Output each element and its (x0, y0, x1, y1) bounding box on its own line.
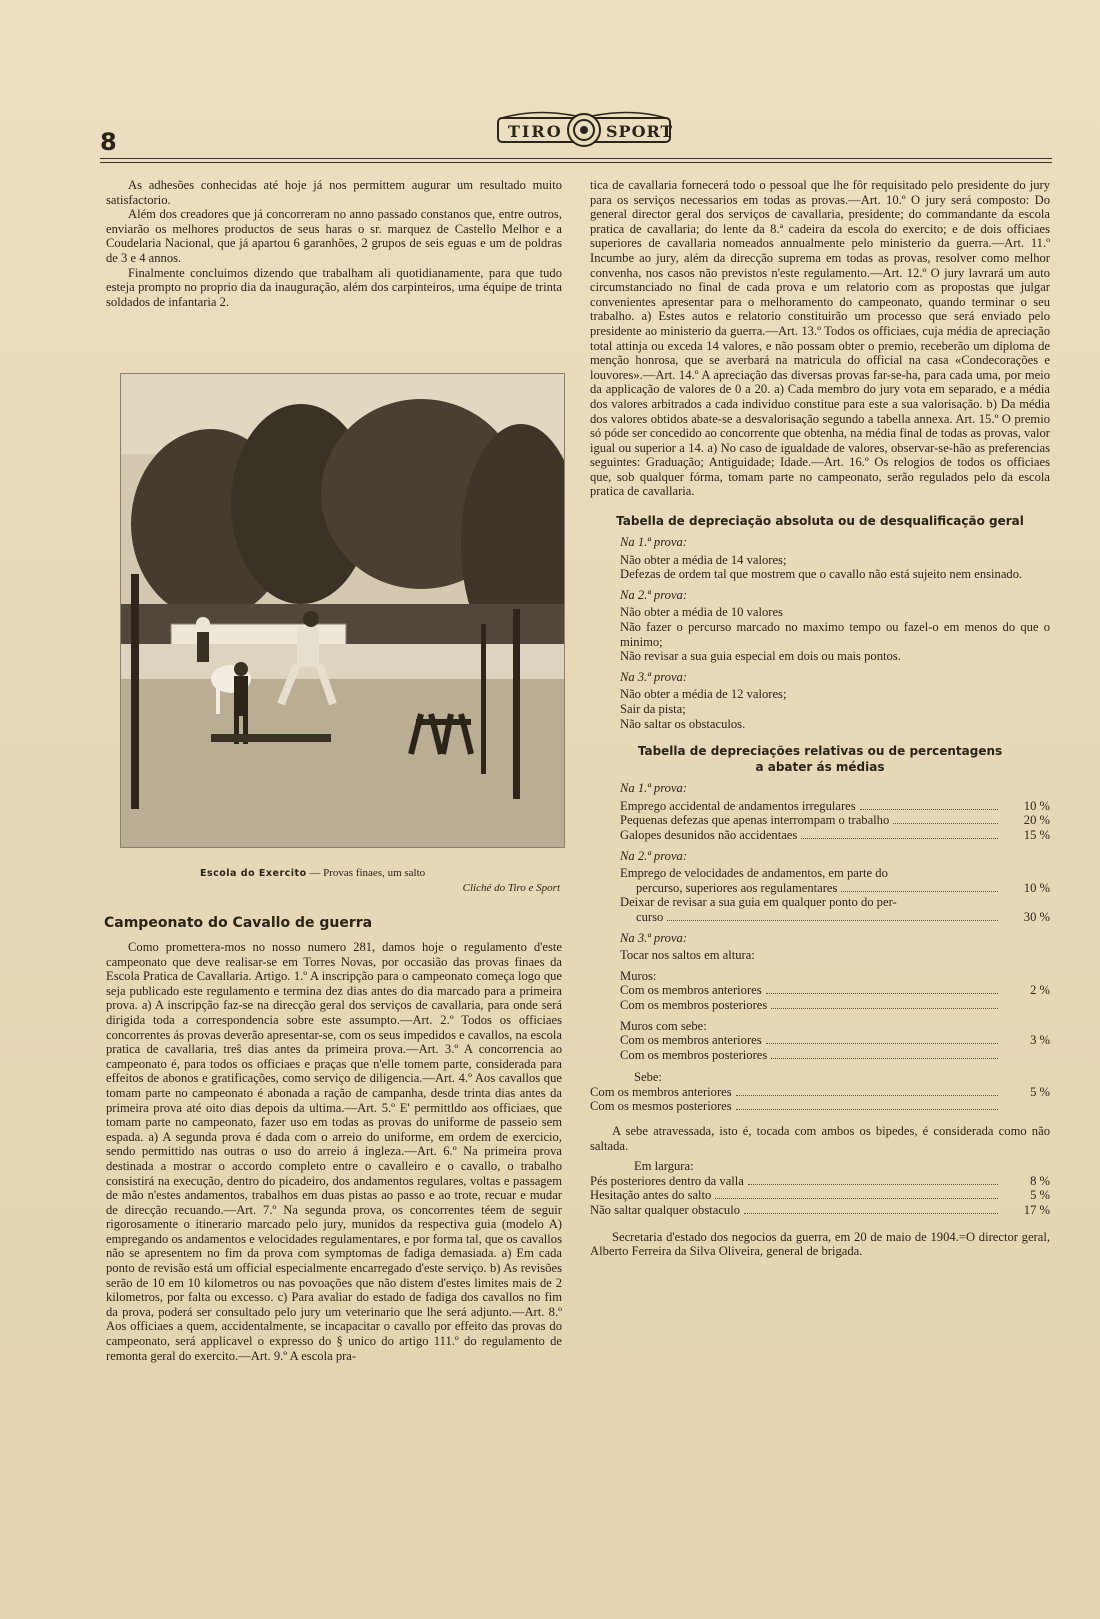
table2-prova1-label: Na 1.ª prova: (620, 781, 688, 796)
photo-caption (200, 866, 560, 896)
table1-prova3-label: Na 3.ª prova: (620, 669, 688, 684)
table2-row (590, 799, 1050, 814)
leader-dots (736, 1095, 998, 1096)
row-label: Com os membros posteriores (620, 997, 768, 1012)
table1-line: Não obter a média de 12 valores; (620, 687, 787, 702)
right-body (590, 178, 1050, 1259)
muros-label: Muros: (620, 968, 657, 983)
row-value: 10 % (1023, 880, 1050, 895)
sebe-note: A sebe atravessada, isto é, tocada com ambos os bipedes, é considerada como não saltada. (590, 1124, 1050, 1153)
table2-row (590, 1203, 1050, 1218)
leader-dots (771, 1058, 998, 1059)
row-label: Com os mesmos posteriores (590, 1099, 732, 1114)
photo-illustration (121, 374, 564, 847)
intro-paragraph: Além dos creadores que já concorreram no anno passado constanos que, entre outros, enviarão os melhores productos de seus haras o sr. marquez de Castello Melhor e a Coudelaria Nacional, que já apartou 6 garanhões, 2 grupos de seis eguas e um de poldras de 3 e 4 annos. (106, 207, 562, 265)
row-label: curso (636, 909, 664, 924)
table2-title-line2: a abater ás médias (755, 760, 885, 775)
largura-label: Em largura: (634, 1159, 694, 1174)
row-value: 8 % (1030, 1173, 1050, 1188)
row-label: Pequenas defezas que apenas interrompam o trabalho (620, 813, 890, 828)
svg-text:TIRO: TIRO (508, 122, 563, 141)
table1-line: Não saltar os obstaculos. (620, 716, 746, 731)
table2-row (590, 828, 1050, 843)
table1-prova2-label: Na 2.ª prova: (620, 587, 688, 602)
table2-row (590, 813, 1050, 828)
row-value: 5 % (1030, 1084, 1050, 1099)
closing-signature: Secretaria d'estado dos negocios da guerra, em 20 de maio de 1904.=O director geral, Alberto Ferreira da Silva Oliveira, general de brigada. (590, 1229, 1050, 1259)
masthead-logo (496, 104, 672, 148)
regulation-text-right: tica de cavallaria fornecerá todo o pessoal que lhe fôr requisitado pelo presidente do jury para os serviços necessarios em todas as provas.—Art. 10.º O jury será composto: Do general director geral dos serviços de cavallaria, presidente; do commandante da escola pratica de cavallaria; do lente da 8.ª cadeira da escola do exercito; e de dois officiaes superiores de cavallaria nomeados annualmente pelo ministerio da guerra.—Art. 11.º Incumbe ao jury, além da direcção suprema em todas as provas, resolver como melhor convenha, nos casos não previstos n'este regulamento.—Art. 12.º O jury lavrará um auto circumstanciado no final de cada prova e um relatorio com as propostas que julgar convenientes apresentar para o melhoramento do campeonato, quando terminar o seu trabalho. a) Estes autos e relatorio constituirão um processo que será enviado pelo presidente ao ministerio da guerra.—Art. 13.º Todos os officiaes, cuja média de apreciação total attinja ou exceda 14 valores, e não possam obter o premio, receberão um diploma de menção honrosa, que se averbará na matricula do official na casa «Condecorações e louvores».—Art. 14.º A apreciação das diversas provas far-se-ha, para cada uma, por meio da applicação de valores de 0 a 20. a) Cada membro do jury vota em separado, e a média dos valores arbitrados a cada individuo constitue para este a sua valorisação. b) Da média dos valores obtidos abate-se a desvalorisação segundo a tabella annexa. Art. 15.º O premio só póde ser concedido ao concorrente que obtenha, na média final de todas as provas, valor igual ou superior a 14. a) No caso de igualdade de valores, observar-se-hão as preferencias seguintes: Graduação; Antiguidade; Idade.—Art. 16.º Os relogios de todos os officiaes que, sob qualquer fórma, tomam parte no campeonato, serão regulados pelo da escola pratica de cavallaria. (590, 178, 1050, 499)
leader-dots (736, 1109, 998, 1110)
table2-row (590, 1188, 1050, 1203)
intro-paragraph: Finalmente concluimos dizendo que trabalham ali quotidianamente, para que tudo esteja prompto no proprio dia da inauguração, além dos carpinteiros, uma équipe de trinta soldados de infantaria 2. (106, 265, 562, 309)
row-label: Hesitação antes do salto (590, 1188, 712, 1203)
table2-prova2-label: Na 2.ª prova: (620, 848, 688, 863)
table2-row (590, 1099, 1050, 1114)
leader-dots (748, 1184, 998, 1185)
table1-title: Tabella de depreciação absoluta ou de desqualificação geral (616, 514, 1024, 529)
photo-escola-exercito (120, 373, 565, 848)
caption-text: — Provas finaes, um salto (309, 867, 426, 879)
leader-dots (801, 838, 998, 839)
table2-row (590, 910, 1050, 925)
intro-paragraph: As adhesões conhecidas até hoje já nos permittem augurar um resultado muito satisfactorio. (106, 178, 562, 207)
page-number: 8 (100, 128, 117, 156)
table2-row-text: Emprego de velocidades de andamentos, em parte do (620, 866, 888, 881)
table2-row-text: Deixar de revisar a sua guia em qualquer ponto do per- (620, 895, 897, 910)
table1-line: Não fazer o percurso marcado no maximo tempo ou fazel-o em menos do que o minimo; (620, 620, 1050, 649)
table2-row (590, 1048, 1050, 1063)
row-label: Com os membros anteriores (590, 1084, 732, 1099)
table1-line: Sair da pista; (620, 702, 686, 716)
table2-row (590, 1033, 1050, 1048)
row-value: 20 % (1023, 813, 1050, 828)
masthead-target-icon (496, 104, 672, 148)
leader-dots (715, 1198, 998, 1199)
table1-line: Não obter a média de 10 valores (620, 605, 783, 620)
table2-title-line1: Tabella de depreciações relativas ou de percentagens (637, 744, 1003, 759)
section-title: Campeonato do Cavallo de guerra (104, 915, 373, 931)
caption-title: Escola do Exercito (200, 868, 307, 879)
table2-row (590, 998, 1050, 1013)
leader-dots (766, 993, 998, 994)
leader-dots (860, 809, 998, 810)
header-rule-bottom (100, 162, 1052, 163)
saltos-label: Tocar nos saltos em altura: (620, 948, 755, 963)
row-label: percurso, superiores aos regulamentares (636, 880, 838, 895)
table1-line: Não revisar a sua guia especial em dois ou mais pontos. (620, 649, 901, 664)
table1-prova1-label: Na 1.ª prova: (620, 535, 688, 550)
leader-dots (841, 891, 998, 892)
row-value: 5 % (1030, 1188, 1050, 1203)
leader-dots (893, 823, 998, 824)
row-value: 2 % (1030, 983, 1050, 998)
table2-title (590, 743, 1050, 775)
table1-line: Não obter a média de 14 valores; (620, 552, 787, 567)
table1-line: Defezas de ordem tal que mostrem que o cavallo não está sujeito nem ensinado. (620, 567, 1023, 582)
leader-dots (771, 1008, 998, 1009)
row-value: 10 % (1023, 798, 1050, 813)
row-label: Com os membros anteriores (620, 983, 762, 998)
row-label: Com os membros posteriores (620, 1047, 768, 1062)
table2-prova3-label: Na 3.ª prova: (620, 930, 688, 945)
row-label: Com os membros anteriores (620, 1033, 762, 1048)
row-label: Não saltar qualquer obstaculo (590, 1203, 741, 1218)
leader-dots (667, 920, 998, 921)
row-value: 3 % (1030, 1033, 1050, 1048)
left-body (106, 940, 562, 1363)
leader-dots (766, 1043, 998, 1044)
header-rule-top (100, 158, 1052, 159)
row-value: 17 % (1023, 1203, 1050, 1218)
table2-row (590, 1174, 1050, 1189)
left-intro (106, 178, 562, 309)
row-value: 30 % (1023, 909, 1050, 924)
caption-credit: Cliché do Tiro e Sport (462, 882, 560, 894)
table2-row (590, 983, 1050, 998)
svg-text:SPORT: SPORT (606, 122, 672, 141)
table2-row (590, 1085, 1050, 1100)
row-label: Pés posteriores dentro da valla (590, 1173, 744, 1188)
row-label: Galopes desunidos não accidentaes (620, 827, 798, 842)
leader-dots (744, 1213, 998, 1214)
row-value: 15 % (1023, 827, 1050, 842)
muros-sebe-label: Muros com sebe: (620, 1018, 707, 1033)
table2-row (590, 881, 1050, 896)
sebe-label: Sebe: (634, 1070, 662, 1085)
row-label: Emprego accidental de andamentos irregulares (620, 798, 856, 813)
regulation-text-left: Como promettera-mos no nosso numero 281, damos hoje o regulamento d'este campeonato que deve realisar-se em Torres Novas, por occasião das provas finaes da Escola Pratica de Cavallaria. Artigo. 1.º A inscripção para o campeonato começa logo que seja publicado este regulamento e termina dez dias antes do dia marcado para a primeira prova. a) A inscripção faz-se na direcção geral dos serviços de cavallaria, para onde será dirigida toda a correspondencia sobre este assumpto.—Art. 2.º Todos os officiaes concorrentes ás provas deverão apresentar-se, com os seus impedidos e cavallos, na escola pratica de cavallaria, treŝ dias antes da primeira prova.—Art. 3.º A concorrencia ao campeonato é, para todos os officiaes e praças que n'elle tomem parte, considerada para effeitos de abonos e gratificações, como serviço de diligencia.—Art. 4.º Aos cavallos que tomam parte no campeonato é abonada a ração de campanha, desde trinta dias antes da primeira prova até oito dias depois da ultima.—Art. 5.º E' permittldo aos officiaes, que tomam parte no campeonato, fazer uso em todas as provas do uniforme de passeio sem espada. a) A segunda prova é dada com o arreio do uniforme, em ordem de exercicio, sendo permittido nas outras o uso do arreio á ingleza.—Art. 6.º Na primeira prova destinada a mostrar o accordo completo entre o cavalleiro e o cavallo, o trabalho consistirá na execução, dentro do picadeiro, dos andamentos regulares, voltas e passagem de mão n'estes andamentos, trabalhos em duas pistas ao passo e ao trote, recuar e mudar de direcção recuando.—Art. 7.º Na segunda prova, os concorrentes téem de seguir rigorosamente o itinerario marcado pelo jury, munidos da respectiva guia (modelo A) empregando os andamentos e velocidades regulamentares, e por forma tal, que os cavallos não se apresentem no fim da prova com symptomas de fadiga demasiada. a) Em cada ponto de revisão está um official especialmente encarregado d'este serviço. b) As revisões serão de 10 em 10 kilometros ou nas povoações que não distem d'estes limites mais de 2 kilometros, por falta ou excesso. c) Para avaliar do estado de fadiga dos cavallos no fim da prova, poderá ser consultado pelo jury um veterinario que lhe será adjunto.—Art. 8.º Aos officiaes a quem, accidentalmente, se incapacitar o cavallo por effeito das provas do campeonato, será applicavel o expresso do § unico do artigo 111.º do regulamento de remonta geral do exercito.—Art. 9.º A escola pra- (106, 940, 562, 1363)
